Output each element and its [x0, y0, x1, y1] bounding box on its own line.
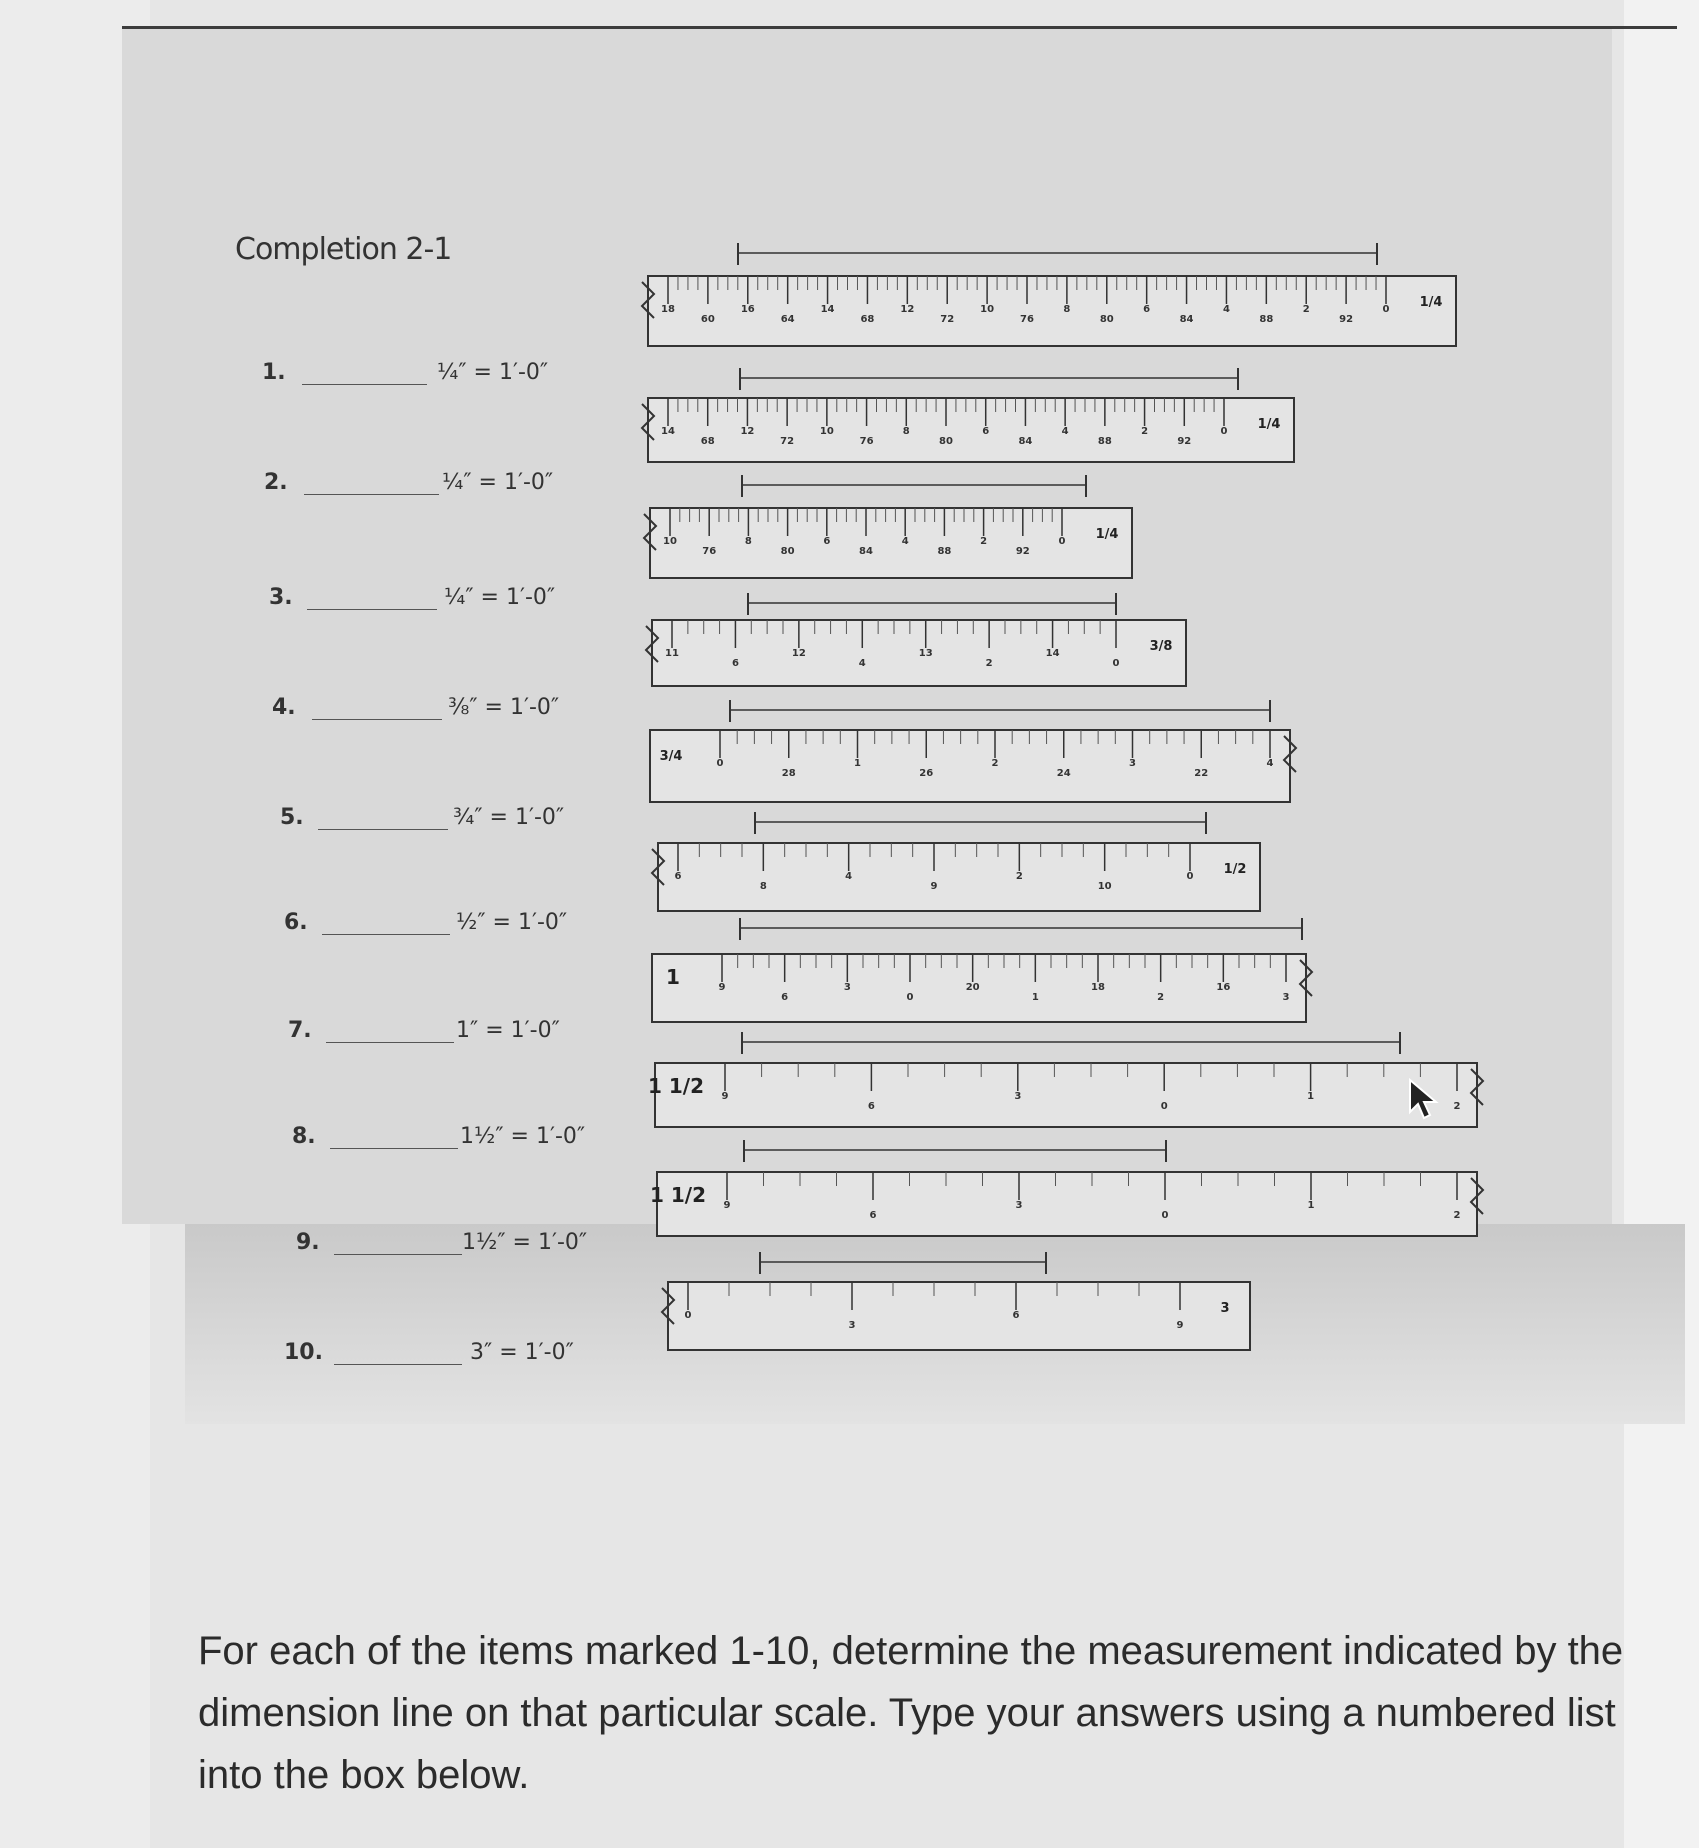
ruler-tick-label: 4: [858, 658, 866, 669]
ruler-tick-label: 14: [661, 426, 675, 437]
ruler-tick-label: 0: [1112, 658, 1120, 669]
ruler-tick-label: 68: [860, 314, 875, 325]
ruler-tick-label: 0: [1161, 1210, 1169, 1221]
ruler-tick-label: 0: [1220, 426, 1228, 437]
ruler-tick-label: 0: [684, 1310, 692, 1321]
scale-ratio: 1½″ = 1′-0″: [462, 1230, 588, 1255]
ruler-tick-label: 1: [1031, 992, 1039, 1003]
ruler-tick-label: 2: [1015, 871, 1023, 882]
ruler-tick-label: 88: [1097, 436, 1112, 447]
ruler-scale-label: 1/4: [1257, 417, 1281, 432]
scale-ratio: 3″ = 1′-0″: [470, 1340, 574, 1365]
mouse-cursor-icon: [1408, 1078, 1444, 1122]
ruler-tick-label: 8: [744, 536, 752, 547]
ruler-tick-label: 80: [1099, 314, 1114, 325]
ruler-tick-label: 10: [980, 304, 995, 315]
ruler-tick-label: 12: [740, 426, 755, 437]
ruler-scale-label: 3: [1220, 1301, 1230, 1316]
ruler-tick-label: 10: [1097, 881, 1112, 892]
ruler-tick-label: 0: [1382, 304, 1390, 315]
ruler-tick-label: 2: [1453, 1210, 1461, 1221]
ruler-tick-label: 24: [1056, 768, 1071, 779]
ruler-tick-label: 0: [1058, 536, 1066, 547]
ruler-tick-label: 80: [939, 436, 953, 447]
scale-ratio: ¼″ = 1′-0″: [437, 360, 549, 385]
ruler-tick-label: 1: [1307, 1091, 1315, 1102]
item-number: 3.: [269, 585, 293, 610]
scale-ratio: ¼″ = 1′-0″: [444, 585, 556, 610]
ruler-tick-label: 6: [867, 1101, 875, 1112]
ruler-tick-label: 68: [700, 436, 715, 447]
ruler-tick-label: 8: [759, 881, 767, 892]
ruler-tick-label: 9: [721, 1091, 729, 1102]
ruler-tick-label: 6: [1143, 304, 1151, 315]
item-number: 2.: [264, 470, 288, 495]
ruler-tick-label: 76: [702, 546, 717, 557]
ruler-tick-label: 92: [1177, 436, 1192, 447]
instructions-text: For each of the items marked 1-10, determine the measurement indicated by the dimension line on that particular scale. Type your answers using a numbered list into the box below.: [198, 1629, 1624, 1797]
scale-ratio: ½″ = 1′-0″: [456, 910, 568, 935]
ruler-tick-label: 11: [665, 648, 679, 659]
ruler-body: [658, 843, 1260, 911]
ruler-tick-label: 2: [1157, 992, 1165, 1003]
ruler-tick-label: 20: [965, 982, 980, 993]
ruler-tick-label: 84: [1018, 436, 1033, 447]
ruler-tick-label: 84: [859, 546, 873, 557]
ruler-tick-label: 6: [674, 871, 682, 882]
ruler-tick-label: 3: [1129, 758, 1136, 769]
worksheet-title: Completion 2-1: [235, 232, 452, 267]
ruler-tick-label: 13: [918, 648, 933, 659]
ruler-tick-label: 1: [854, 758, 861, 769]
ruler-tick-label: 12: [791, 648, 806, 659]
ruler-tick-label: 2: [1141, 426, 1149, 437]
ruler-tick-label: 6: [823, 536, 831, 547]
ruler-tick-label: 3: [1014, 1091, 1022, 1102]
scale-ratio: ¾″ = 1′-0″: [453, 805, 565, 830]
ruler-tick-label: 2: [1453, 1101, 1461, 1112]
scale-ratio: ¼″ = 1′-0″: [442, 470, 554, 495]
ruler-tick-label: 2: [985, 658, 993, 669]
ruler-tick-label: 6: [869, 1210, 877, 1221]
ruler-tick-label: 92: [1339, 314, 1354, 325]
scale-ratio: 1½″ = 1′-0″: [460, 1124, 586, 1149]
ruler-tick-label: 60: [700, 314, 715, 325]
ruler-tick-label: 18: [661, 304, 675, 315]
item-number: 9.: [296, 1230, 320, 1255]
ruler-tick-label: 9: [718, 982, 726, 993]
ruler-tick-label: 10: [663, 536, 677, 547]
ruler-tick-label: 0: [1160, 1101, 1168, 1112]
ruler-tick-label: 6: [731, 658, 739, 669]
ruler-scale-label: 1 1/2: [647, 1074, 705, 1098]
ruler-tick-label: 3: [843, 982, 851, 993]
item-number: 7.: [288, 1018, 312, 1043]
ruler-scale-label: 3/4: [659, 749, 683, 764]
ruler-tick-label: 84: [1179, 314, 1194, 325]
ruler-tick-label: 3: [848, 1320, 856, 1331]
item-number: 10.: [284, 1340, 323, 1365]
ruler-scale-label: 1: [666, 965, 680, 989]
item-number: 4.: [272, 695, 296, 720]
ruler-tick-label: 22: [1194, 768, 1209, 779]
ruler-tick-label: 3: [1015, 1200, 1023, 1211]
ruler-scale-label: 3/8: [1149, 639, 1173, 654]
ruler-body: [668, 1282, 1250, 1350]
ruler-tick-label: 8: [1063, 304, 1071, 315]
ruler-tick-label: 2: [980, 536, 988, 547]
ruler-tick-label: 28: [781, 768, 796, 779]
ruler-tick-label: 3: [1282, 992, 1290, 1003]
scale-ratio: 1″ = 1′-0″: [456, 1018, 560, 1043]
ruler-tick-label: 9: [1176, 1320, 1184, 1331]
ruler-scale-label: 1/4: [1095, 527, 1119, 542]
ruler-tick-label: 6: [781, 992, 789, 1003]
ruler-tick-label: 76: [859, 436, 874, 447]
ruler-tick-label: 16: [740, 304, 755, 315]
ruler-tick-label: 80: [780, 546, 795, 557]
ruler-tick-label: 14: [1045, 648, 1060, 659]
ruler-tick-label: 12: [900, 304, 915, 315]
scale-ratio: ⅜″ = 1′-0″: [448, 695, 560, 720]
ruler-tick-label: 88: [937, 546, 952, 557]
ruler-body: [655, 1063, 1477, 1127]
ruler-tick-label: 0: [1186, 871, 1194, 882]
ruler-tick-label: 14: [820, 304, 835, 315]
ruler-tick-label: 4: [1222, 304, 1230, 315]
item-number: 1.: [262, 360, 286, 385]
ruler-tick-label: 1: [1307, 1200, 1315, 1211]
ruler-tick-label: 72: [780, 436, 795, 447]
ruler-tick-label: 6: [1012, 1310, 1020, 1321]
item-number: 6.: [284, 910, 308, 935]
ruler-tick-label: 9: [930, 881, 938, 892]
ruler-body: [657, 1172, 1477, 1236]
ruler-tick-label: 4: [901, 536, 909, 547]
item-number: 8.: [292, 1124, 316, 1149]
ruler-tick-label: 10: [819, 426, 834, 437]
item-number: 5.: [280, 805, 304, 830]
ruler-tick-label: 0: [906, 992, 914, 1003]
ruler-tick-label: 16: [1216, 982, 1231, 993]
ruler-tick-label: 72: [940, 314, 955, 325]
ruler-tick-label: 18: [1091, 982, 1105, 993]
ruler-tick-label: 0: [716, 758, 724, 769]
ruler-body: [648, 276, 1456, 346]
ruler-tick-label: 4: [1266, 758, 1274, 769]
ruler-body: [650, 730, 1290, 802]
ruler-tick-label: 9: [723, 1200, 731, 1211]
ruler-tick-label: 26: [919, 768, 934, 779]
ruler-tick-label: 4: [845, 871, 853, 882]
ruler-tick-label: 88: [1259, 314, 1274, 325]
ruler-tick-label: 76: [1020, 314, 1034, 325]
ruler-tick-label: 8: [902, 426, 910, 437]
ruler-tick-label: 92: [1015, 546, 1030, 557]
ruler-tick-label: 2: [1302, 304, 1310, 315]
ruler-tick-label: 2: [991, 758, 999, 769]
ruler-tick-label: 6: [982, 426, 990, 437]
ruler-scale-label: 1/2: [1223, 862, 1247, 877]
ruler-scale-label: 1/4: [1419, 295, 1443, 310]
ruler-tick-label: 64: [780, 314, 795, 325]
ruler-scale-label: 1 1/2: [649, 1183, 707, 1207]
ruler-tick-label: 4: [1061, 426, 1069, 437]
